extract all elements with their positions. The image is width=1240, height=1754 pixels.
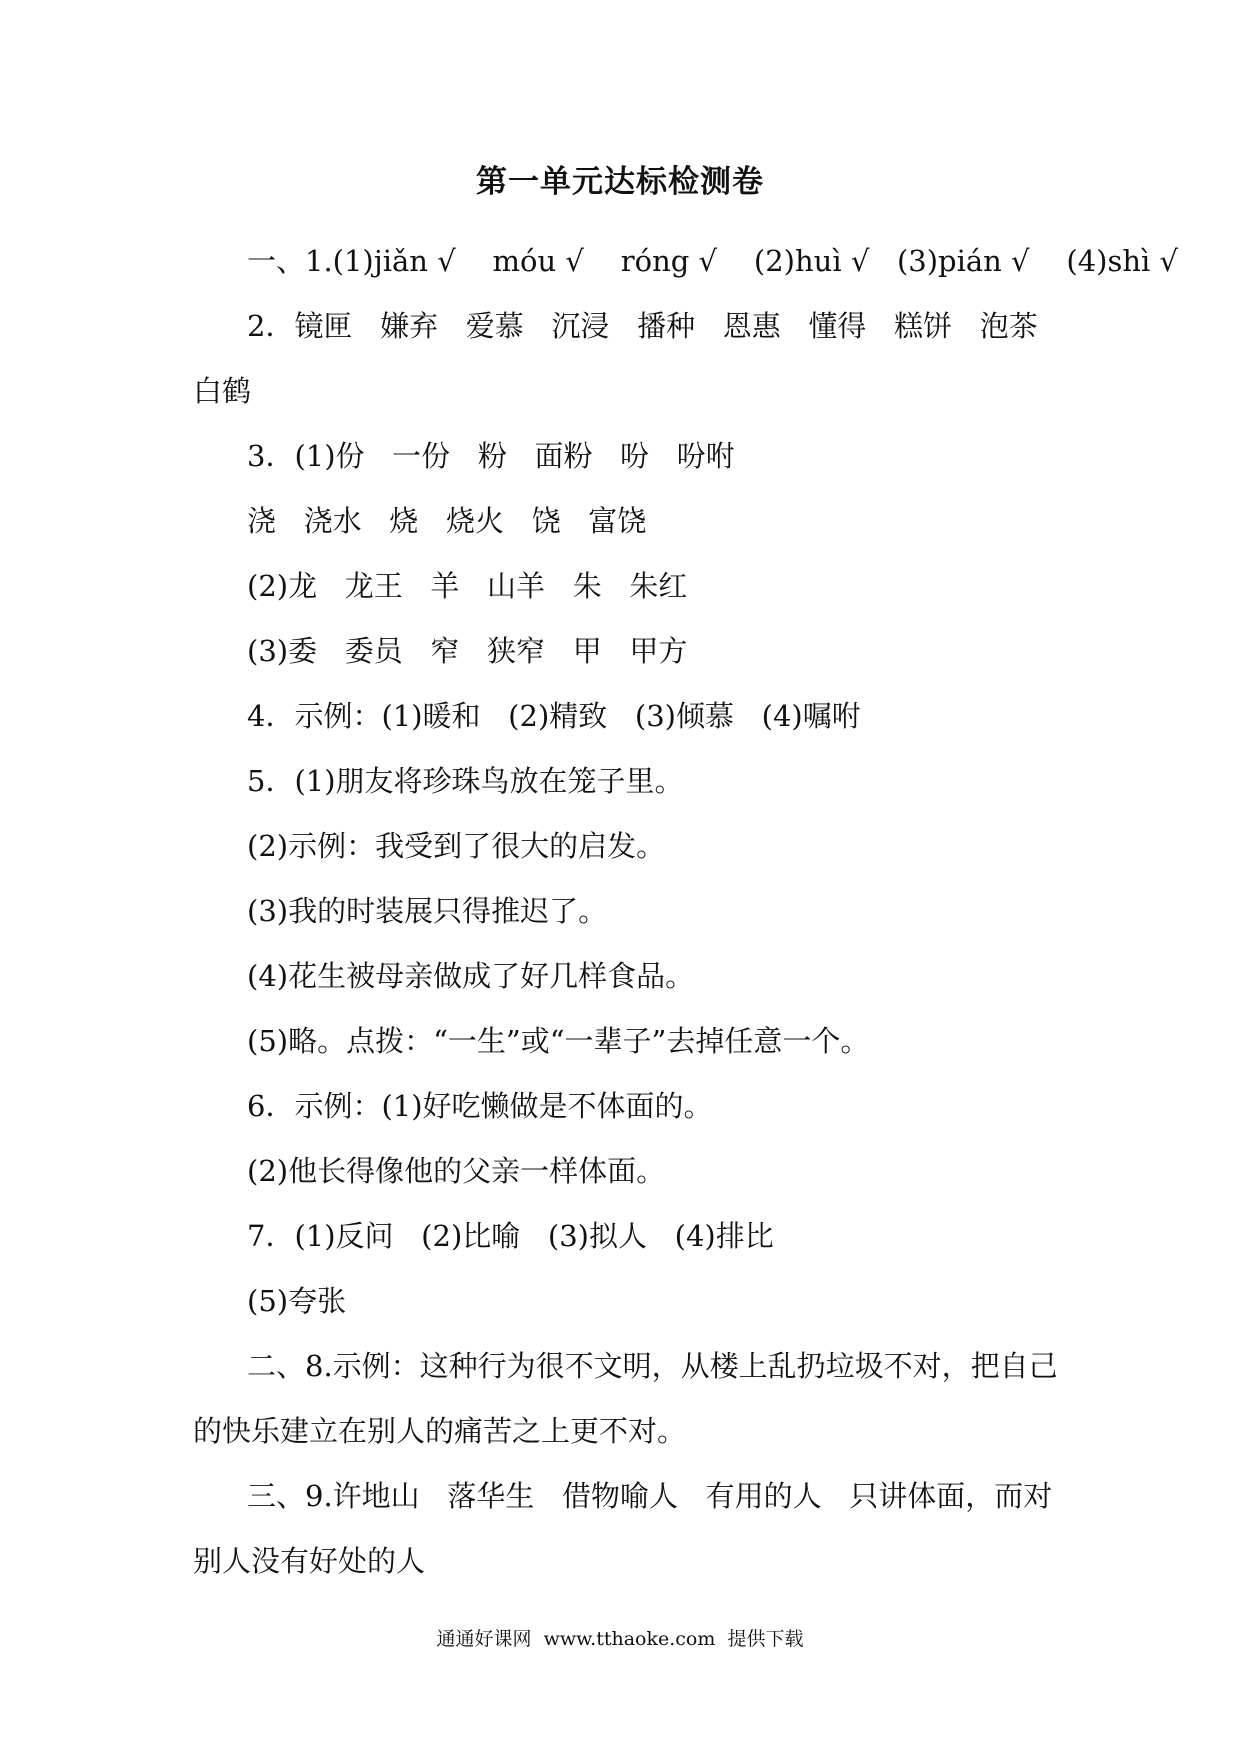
answer-line: 2．镜匣 嫌弃 爱慕 沉浸 播种 恩惠 懂得 糕饼 泡茶 (247, 309, 1038, 343)
answer-line: 白鹤 (193, 374, 252, 408)
footer-credit: 通通好课网 www.tthaoke.com 提供下载 (436, 1628, 804, 1650)
answer-line: 4．示例：(1)暖和 (2)精致 (3)倾慕 (4)嘱咐 (247, 699, 861, 733)
answer-content (193, 229, 1179, 1594)
answer-line: (2)示例：我受到了很大的启发。 (247, 829, 666, 863)
answer-line: (2)龙 龙王 羊 山羊 朱 朱红 (247, 569, 688, 603)
answer-line: (4)花生被母亲做成了好几样食品。 (247, 959, 695, 993)
answer-line: (5)夸张 (247, 1284, 347, 1318)
answer-line: 3．(1)份 一份 粉 面粉 吩 吩咐 (247, 439, 735, 473)
answer-line: 一、1.(1)jiǎn √ móu √ róng √ (2)huì √ (3)pián √ (4)shì √ (247, 244, 1179, 278)
answer-line: 浇 浇水 烧 烧火 饶 富饶 (247, 504, 647, 538)
answer-line: 别人没有好处的人 (193, 1544, 426, 1578)
answer-line: 二、8.示例：这种行为很不文明，从楼上乱扔垃圾不对，把自己 (247, 1349, 1058, 1383)
answer-line: (3)我的时装展只得推迟了。 (247, 894, 608, 928)
answer-line: 5．(1)朋友将珍珠鸟放在笼子里。 (247, 764, 684, 798)
answer-line: 三、9.许地山 落华生 借物喻人 有用的人 只讲体面，而对 (247, 1479, 1053, 1513)
answer-line: (2)他长得像他的父亲一样体面。 (247, 1154, 666, 1188)
page-title: 第一单元达标检测卷 (476, 164, 764, 200)
answer-line: 的快乐建立在别人的痛苦之上更不对。 (193, 1414, 687, 1448)
answer-line: (3)委 委员 窄 狭窄 甲 甲方 (247, 634, 688, 668)
answer-line: 7．(1)反问 (2)比喻 (3)拟人 (4)排比 (247, 1219, 774, 1253)
answer-line: 6．示例：(1)好吃懒做是不体面的。 (247, 1089, 713, 1123)
answer-line: (5)略。点拨：“一生”或“一辈子”去掉任意一个。 (247, 1024, 870, 1058)
